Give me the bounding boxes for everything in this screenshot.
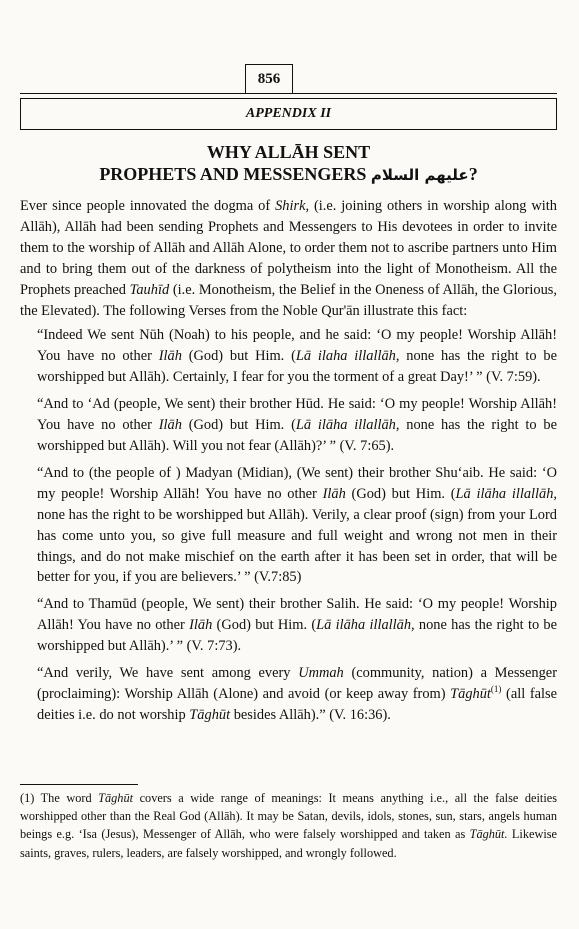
header-rule <box>20 93 557 94</box>
quote-term-ilah: Ilāh <box>322 485 346 502</box>
footnote-term-taghut: Tāghūt. <box>469 827 508 842</box>
quote-text: (all false deities i.e. do not worship <box>37 685 557 723</box>
quote-text: (God) but Him. ( <box>212 617 317 634</box>
footnote-text: covers a wide range of meanings: It means anything i.e., all the false deities worshipped other than the Real God (Allāh). It may be Satan, devils, idols, stones, sun, stars, angels human beings e.g. ‘Isa (Jesus), Messenger of Allāh, who were falsely worshipped and taken as <box>20 791 557 842</box>
quote-term-taghut: Tāghūt <box>450 685 491 702</box>
body-text <box>20 196 557 732</box>
title-line-1: WHY ALLĀH SENT <box>206 142 371 162</box>
quote-text: “And to Thamūd (people, We sent) their brother Salih. He said: ‘O my people! Worship Allāh! You have no other <box>37 596 557 634</box>
title-question-mark: ? <box>468 164 478 184</box>
title-line-2 <box>20 163 557 186</box>
quote-text: none has the right to be worshipped but Allāh). Will you not fear (Allāh)?’ ” (V. 7:65). <box>37 417 558 454</box>
quote-text: “And to (the people of ) Madyan (Midian), (We sent) their brother Shu‘aib. He said: ‘O my people! Worship Allāh! You have no other <box>37 464 557 502</box>
quote-text: (God) but Him. ( <box>181 417 296 434</box>
footnote <box>20 789 557 862</box>
footnote-text: Likewise saints, graves, rulers, leaders, are falsely worshipped, and wrongly followed. <box>20 827 557 860</box>
footnote-text: (1) The word <box>20 791 99 805</box>
quote-text: none has the right to be worshipped but Allāh). Certainly, I fear for you the torment of a great Day!’ ” (V. 7:59). <box>37 348 558 386</box>
quote-hud <box>37 394 557 457</box>
intro-term-shirk: Shirk, <box>275 198 310 214</box>
quote-text: (God) but Him. ( <box>345 485 456 502</box>
quote-nuh <box>37 325 557 388</box>
chapter-title <box>20 141 557 186</box>
footnote-divider <box>20 784 138 785</box>
quote-term-ilah: Ilāh <box>189 617 213 634</box>
section-header: APPENDIX II <box>20 98 557 130</box>
quote-term-ilah: Ilāh <box>158 417 182 434</box>
title-arabic: عليهم السلام <box>370 166 469 184</box>
quote-text: (God) but Him. ( <box>181 348 296 365</box>
quote-text: (community, nation) a Messenger (proclaiming): Worship Allāh (Alone) and avoid (or keep away from) <box>37 665 557 702</box>
intro-paragraph <box>20 196 557 321</box>
footnote-term-taghut: Tāghūt <box>98 791 134 805</box>
quote-term-la-ilaha: Lā ilāha illallāh, <box>316 617 415 634</box>
quote-term-ilah: Ilāh <box>158 348 182 365</box>
quote-text: none has the right to be worshipped but Allāh). Verily, a clear proof (sign) from your Lord has come unto you, so give full measure and full weight and wrong not men in their things, and do not make mischief on the earth after it has been set in order, that will be better for you, if you are believers.’ ” (V.7:85) <box>37 506 557 586</box>
quote-text: none has the right to be worshipped but Allāh).’ ” (V. 7:73). <box>37 617 557 655</box>
quote-term-taghut: Tāghūt <box>189 706 231 723</box>
quote-term-la-ilaha: Lā ilāha illallāh, <box>295 417 400 434</box>
quote-shuaib <box>37 463 557 588</box>
title-line-2-text: PROPHETS AND MESSENGERS <box>99 164 367 184</box>
quote-term-la-ilaha: Lā ilāha illallāh, <box>455 485 558 502</box>
intro-term-tauhid: Tauhīd <box>129 281 170 298</box>
intro-text-1: Ever since people innovated the dogma of <box>20 198 276 214</box>
quote-text: “And verily, We have sent among every <box>37 665 299 682</box>
quote-text: “Indeed We sent Nūh (Noah) to his people, and he said: ‘O my people! Worship Allāh! You have no other <box>37 327 557 365</box>
intro-text-2: (i.e. joining others in worship along with Allāh), Allāh had been sending Prophets and Messengers to His devotees in order to invite them to the worship of Allāh and Allāh Alone, to order them not to ascribe partners unto Him and to bring them out of the darkness of polytheism into the light of Monotheism. All the Prophets preached <box>20 198 557 298</box>
quote-salih <box>37 594 557 657</box>
quote-text: “And to ‘Ad (people, We sent) their brother Hūd. He said: ‘O my people! Worship Allāh! You have no other <box>37 396 557 434</box>
quote-ummah <box>37 663 557 726</box>
footnote-marker: (1) <box>490 684 502 695</box>
quote-term-ummah: Ummah <box>298 665 344 682</box>
intro-text-3: (i.e. Monotheism, the Belief in the Oneness of Allāh, the Glorious, the Elevated). The following Verses from the Noble Qur'ān illustrate this fact: <box>20 281 557 319</box>
quote-text: besides Allāh).” (V. 16:36). <box>230 706 391 723</box>
page-number: 856 <box>245 64 293 94</box>
quote-term-la-ilaha: Lā ilaha illallāh, <box>295 348 400 365</box>
